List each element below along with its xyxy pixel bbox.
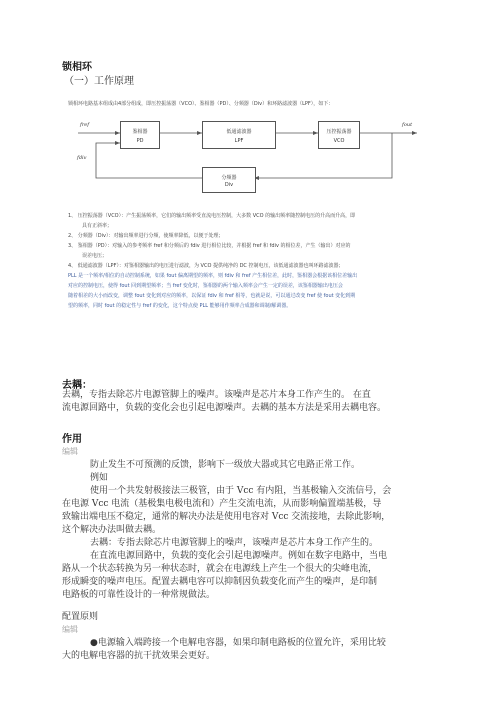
role-heading: 作用 (62, 434, 82, 445)
paragraph-line: 防止发生不可预测的反馈，影响下一级放大器或其它电路正常工作。 (90, 460, 361, 470)
block-vco (318, 121, 360, 149)
paragraph-line: 致输出端电压不稳定，通常的解决办法是使用电容对 Vcc 交流接地，去除此影响， (62, 512, 391, 522)
step-line: 4、 低通滤波器（LPF）：对鉴相器输出的电压进行滤波，为 VCO 提供纯净的 DC 控制电压，该低通滤波器也叫环路滤波器； (68, 263, 344, 269)
paragraph-line: 电路板的可靠性设计的一种常规做法。 (62, 590, 216, 600)
pll-desc-line: 望的频率，同时 fout 的稳定性与 fref 的变化，这个特点使 PLL 能够用作频率合成器和调制/解调器。 (68, 303, 292, 309)
paragraph-line: 使用一个共发射极接法三极管，由于 Vcc 有内阻，当基极输入交流信号，会 (90, 486, 392, 496)
paragraph-line: ●电源输入端跨接一个电解电容器，如果印制电路板的位置允许，采用比较 (90, 638, 386, 648)
fref-label: fref (80, 122, 90, 128)
paragraph-line: 流电源回路中，负载的变化会也引起电源噪声。去耦的基本方法是采用去耦电容。 (62, 403, 387, 413)
figure-steps (68, 211, 428, 311)
paragraph-line: 大的电解电容器的抗干扰效果会更好。 (62, 651, 216, 661)
paragraph-line: 去耦：专指去除芯片电源管脚上的噪声，该噪声是芯片本身工作产生的。 (90, 538, 379, 548)
pll-desc-line: 随着相差的大小而改变，调整 fout 变化到对应的频率，以保证 fdiv 和 fref 相等，也就是说，可以通过改变 fref 使 fout 变化到期 (68, 293, 356, 299)
block-vco-sub: VCO (333, 138, 345, 144)
page-title: 锁相环 (62, 62, 92, 73)
paragraph-line: 例如 (90, 473, 109, 483)
fdiv-label: fdiv (77, 155, 87, 161)
block-div-name: 分频器 (221, 175, 237, 181)
paragraph-line: 在直流电源回路中，负载的变化会引起电源噪声。例如在数字电路中，当电 (90, 551, 388, 561)
block-div-sub: Div (224, 182, 234, 188)
paragraph-line: 这个解决办法叫做去耦。 (62, 525, 162, 535)
paragraph-line: 路从一个状态转换为另一种状态时，就会在电源线上产生一个很大的尖峰电流， (62, 564, 378, 574)
block-pd (120, 121, 160, 149)
block-lpf-sub: LPF (234, 138, 244, 144)
decoupling-heading: 去耦： (62, 380, 92, 391)
block-lpf-name: 低通滤波器 (226, 129, 252, 135)
config-heading: 配置原则 (62, 612, 99, 622)
edit-link-role[interactable]: 编辑 (62, 447, 78, 456)
figure-intro: 锁相环电路基本组成由4部分组成，即压控振荡器（VCO）、鉴相器（PD）、分频器（Div）和环路滤波器（LPF），如下： (68, 101, 334, 107)
step-line: 2、 分频器（Div）：对输出频率进行分频，使频率降低，以便于处理； (68, 233, 224, 239)
paragraph-line: 形成瞬变的噪声电压。配置去耦电容可以抑制因负载变化而产生的噪声，是印制 (62, 577, 378, 587)
block-vco-name: 压控振荡器 (326, 129, 352, 135)
step-line: 3、 鉴相器（PD）：对输入的参考频率 fref 和分频后的 fdiv 进行相位比较，并根据 fref 和 fdiv 的相位差，产生（输出）对应的 (68, 243, 351, 249)
step-line: 1、 压控振荡器（VCO）：产生振荡频率，它们的输出频率受直流电压控制，大多数 VCO 的输出频率随控制电压的升高而升高，即 (68, 213, 356, 219)
block-div (202, 167, 256, 193)
decoupling-paragraph (62, 389, 442, 415)
block-pd-sub: PD (136, 138, 144, 144)
block-lpf (202, 121, 276, 149)
block-pd-name: 鉴相器 (132, 129, 148, 135)
role-section (62, 459, 442, 602)
edit-link-config[interactable]: 编辑 (62, 625, 78, 634)
section-subtitle: （一）工作原理 (64, 76, 134, 87)
paragraph-line: 在电源 Vcc 电流（基极集电极电流和）产生交流电流，从而影响偏置端基极，导 (62, 499, 382, 509)
fout-label: fout (402, 122, 413, 128)
step-line: 具有正斜率； (82, 223, 113, 229)
pll-desc-line: PLL 是一个频率/相位的自动控制系统，如果 fout 偏离期望的频率，则 fdiv 和 fref 产生相位差，此时，鉴相器会根据该相位差输出 (68, 273, 358, 279)
step-line: 误差电压； (82, 253, 108, 259)
paragraph-line: 去耦，专指去除芯片电源管脚上的噪声。该噪声是芯片本身工作产生的。 在直 (62, 390, 371, 400)
pll-desc-line: 对应的控制电压，使得 fout 回到期望频率；当 fref 变化时，鉴相器的两个输入频率会产生一定的误差，该鉴相器输出电压会 (68, 283, 343, 289)
config-section (62, 637, 442, 663)
pll-figure (62, 93, 434, 357)
